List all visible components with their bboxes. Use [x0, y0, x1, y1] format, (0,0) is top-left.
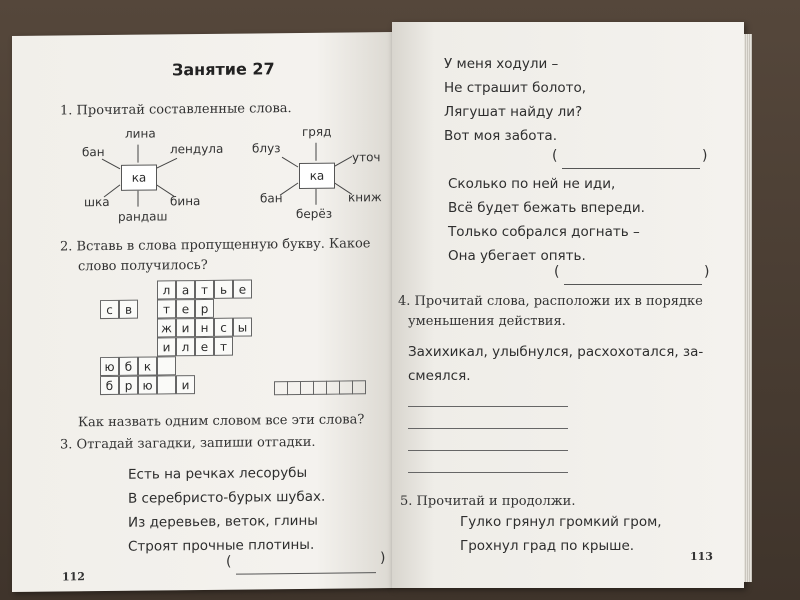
lesson-title: Занятие 27	[172, 59, 275, 80]
answer-paren-open: (	[226, 553, 232, 570]
task5-heading: 5. Прочитай и продолжи.	[400, 494, 576, 509]
crossword-cell[interactable]: в	[119, 300, 138, 319]
crossword-cell[interactable]: е	[195, 337, 214, 356]
task2-question: Как назвать одним словом все эти слова?	[78, 412, 365, 431]
word-fragment: гряд	[302, 124, 332, 139]
page-stack-edge	[744, 34, 752, 582]
poem-line: Из деревьев, веток, глины	[128, 512, 318, 531]
answer-paren-open: (	[552, 148, 558, 164]
crossword-cell[interactable]: и	[176, 375, 195, 394]
task4-heading-line1: 4. Прочитай слова, расположи их в порядке	[398, 294, 703, 309]
write-line[interactable]	[408, 406, 568, 407]
answer-paren-open: (	[554, 264, 560, 280]
riddle-heron	[444, 52, 586, 148]
word-fragment: блуз	[252, 141, 281, 156]
left-page	[12, 32, 392, 592]
task2-heading-line2: слово получилось?	[78, 257, 208, 275]
poem-line: Она убегает опять.	[448, 248, 586, 264]
page-number-right: 113	[690, 550, 713, 563]
crossword-cell[interactable]: т	[157, 299, 176, 318]
answer-line[interactable]	[562, 150, 700, 169]
write-line[interactable]	[408, 428, 568, 429]
crossword-cell[interactable]: и	[157, 337, 176, 356]
task4-heading-line2: уменьшения действия.	[408, 314, 566, 329]
answer-line[interactable]	[236, 554, 376, 574]
poem-line: Грохнул град по крыше.	[460, 538, 635, 554]
word-fragment: бан	[260, 191, 283, 206]
crossword-cell[interactable]	[157, 356, 176, 375]
crossword-cell[interactable]: с	[100, 300, 119, 319]
poem-line: У меня ходули –	[444, 56, 559, 72]
crossword-cell[interactable]: е	[176, 299, 195, 318]
poem-line: Лягушат найду ли?	[444, 104, 583, 120]
poem-line: Есть на речках лесорубы	[128, 464, 308, 483]
answer-paren-close: )	[702, 148, 708, 164]
page-number-left: 112	[62, 570, 85, 584]
syllable-box-2: ка	[299, 163, 335, 189]
word-fragment: книж	[348, 190, 382, 205]
task5-poem	[460, 510, 662, 558]
poem-line: Сколько по ней не иди,	[448, 176, 616, 192]
word-fragment: лендула	[170, 141, 224, 157]
syllable-box-1: ка	[121, 164, 157, 190]
word-arrows	[12, 32, 392, 236]
write-line[interactable]	[408, 472, 568, 473]
crossword-cell[interactable]: н	[195, 318, 214, 337]
poem-line: Не страшит болото,	[444, 80, 587, 96]
poem-line: Вот моя забота.	[444, 128, 557, 144]
poem-line: В серебристо-бурых шубах.	[128, 488, 326, 507]
answer-paren-close: )	[380, 550, 386, 567]
poem-line: Строят прочные плотины.	[128, 536, 315, 555]
crossword-cell[interactable]: т	[195, 280, 214, 299]
answer-paren-close: )	[704, 264, 710, 280]
right-page	[392, 22, 744, 588]
words-line: смеялся.	[408, 368, 471, 384]
poem-line: Гулко грянул громкий гром,	[460, 514, 662, 530]
task2-heading-line1: 2. Вставь в слова пропущенную букву. Какое	[60, 236, 371, 255]
word-fragment: лина	[125, 126, 156, 141]
answer-line[interactable]	[564, 266, 702, 285]
riddle-horizon	[448, 172, 645, 268]
crossword-cell[interactable]: к	[138, 356, 157, 375]
answer-word-boxes[interactable]	[274, 380, 365, 395]
task1-heading: 1. Прочитай составленные слова.	[60, 101, 292, 119]
crossword-cell[interactable]: ю	[100, 357, 119, 376]
crossword-cell[interactable]: ю	[138, 375, 157, 394]
word-fragment: бан	[82, 145, 105, 160]
words-line: Захихикал, улыбнулся, расхохотался, за-	[408, 344, 704, 360]
crossword-cell[interactable]: р	[119, 376, 138, 395]
word-fragment: уточ	[352, 150, 381, 165]
crossword-cell[interactable]: ы	[233, 317, 252, 336]
crossword-cell[interactable]	[157, 375, 176, 394]
crossword-cell[interactable]: е	[233, 279, 252, 298]
poem-line: Всё будет бежать впереди.	[448, 200, 645, 216]
word-fragment: берёз	[296, 206, 333, 222]
crossword-cell[interactable]: ь	[214, 280, 233, 299]
crossword-cell[interactable]: б	[119, 357, 138, 376]
crossword-cell[interactable]: б	[100, 376, 119, 395]
crossword-cell[interactable]: л	[176, 337, 195, 356]
poem-line: Только собрался догнать –	[448, 224, 640, 240]
crossword-cell[interactable]: л	[157, 280, 176, 299]
task4-words	[408, 340, 703, 388]
task3-heading: 3. Отгадай загадки, запиши отгадки.	[60, 434, 316, 453]
crossword-cell[interactable]: ж	[157, 318, 176, 337]
crossword-cell[interactable]: а	[176, 280, 195, 299]
crossword-cell[interactable]: т	[214, 337, 233, 356]
word-fragment: шка	[84, 194, 110, 210]
write-line[interactable]	[408, 450, 568, 451]
crossword-cell[interactable]: с	[214, 318, 233, 337]
riddle-beaver	[128, 461, 325, 559]
crossword-cell[interactable]: и	[176, 318, 195, 337]
crossword-cell[interactable]: р	[195, 299, 214, 318]
word-fragment: бина	[170, 194, 201, 209]
word-fragment: рандаш	[118, 209, 168, 224]
